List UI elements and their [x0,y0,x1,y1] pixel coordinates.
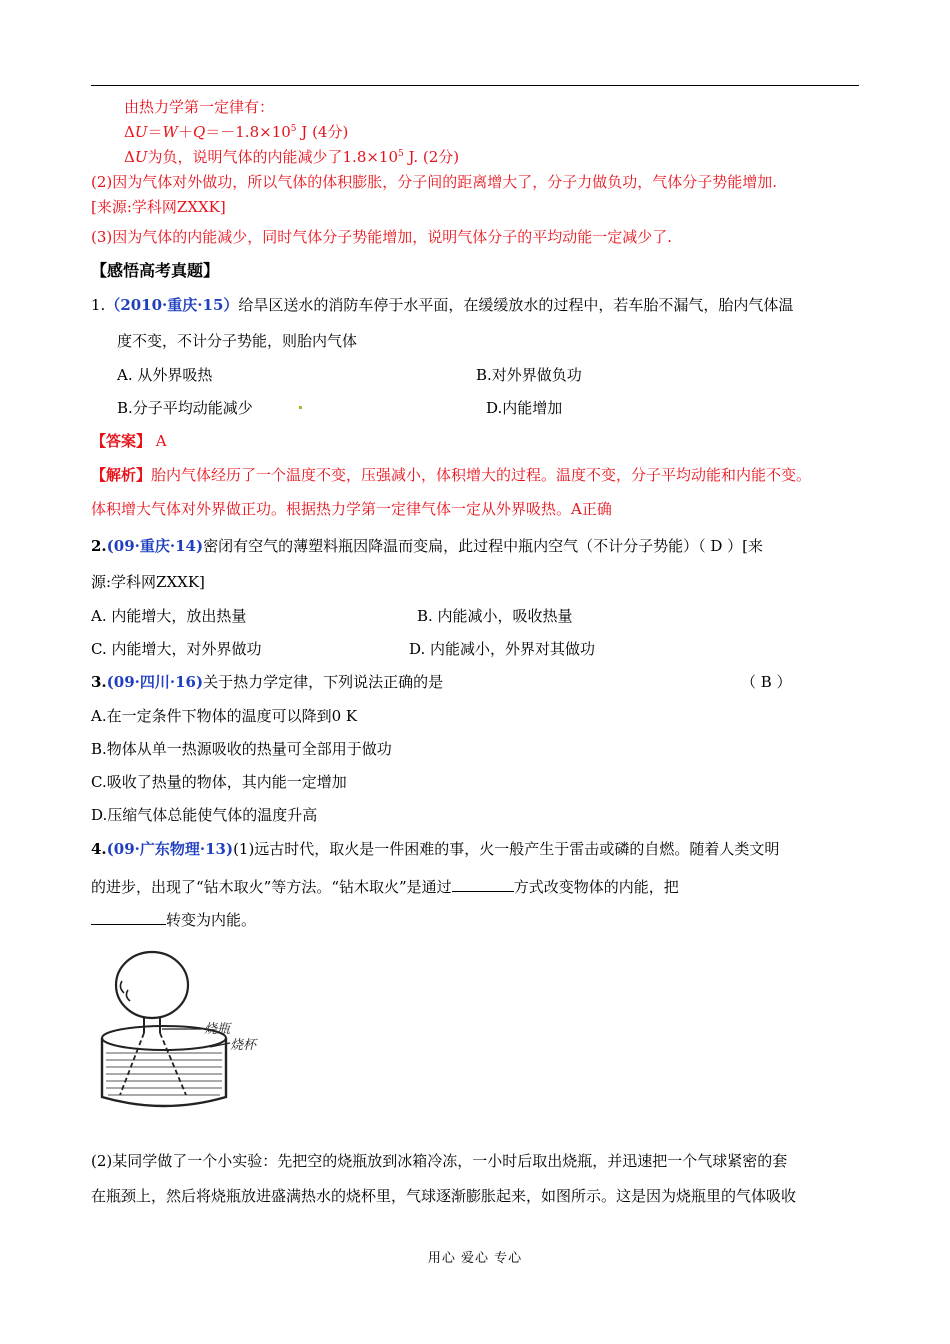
fill-blank-1 [452,876,514,892]
page-footer: 用心 爱心 专心 [427,1251,523,1266]
answer-part-3: (3)因为气体的内能减少，同时气体分子势能增加，说明气体分子的平均动能一定减少了. [91,228,673,246]
stray-mark [299,406,302,409]
answer-part-2-source: [来源:学科网ZXXK] [91,198,226,216]
q3-option-a: A.在一定条件下物体的温度可以降到0 K [91,707,358,725]
balloon-shape [116,952,188,1018]
q4-stem-cont: 的进步，出现了“钻木取火”等方法。“钻木取火”是通过 方式改变物体的内能，把 [91,878,679,896]
q1-option-a: A. 从外界吸热 [117,366,213,384]
q1-option-b: B.对外界做负功 [476,366,582,384]
q2-option-a: A. 内能增大，放出热量 [91,607,247,625]
q3-answer: （ B ） [741,673,792,691]
q4-part-2-cont: 在瓶颈上，然后将烧瓶放进盛满热水的烧杯里，气球逐渐膨胀起来，如图所示。这是因为烧瓶里的气体吸收 [91,1187,797,1205]
answer-part-2: (2)因为气体对外做功，所以气体的体积膨胀，分子间的距离增大了，分子力做负功，气体分子势能增加. [91,173,778,191]
q1-explanation: 【解析】胎内气体经历了一个温度不变，压强减小，体积增大的过程。温度不变，分子平均动能和内能不变。 [91,466,812,484]
q1-stem: 1.（2010·重庆·15）给旱区送水的消防车停于水平面，在缓缓放水的过程中，若车胎不漏气，胎内气体温 [91,296,794,314]
q2-option-c: C. 内能增大，对外界做功 [91,640,262,658]
answer-line-1: 由热力学第一定律有： [124,98,275,116]
q2-option-b: B. 内能减小，吸收热量 [417,607,573,625]
section-title: 【感悟高考真题】 [91,261,220,280]
q4-stem: 4.(09·广东物理·13)(1)远古时代，取火是一件困难的事，火一般产生于雷击或磷的自燃。随着人类文明 [91,840,780,858]
q3-option-d: D.压缩气体总能使气体的温度升高 [91,806,318,824]
header-rule [91,85,859,86]
flask-neck [144,1017,160,1033]
q1-explanation-cont: 体积增大气体对外界做正功。根据热力学第一定律气体一定从外界吸热。A正确 [91,500,612,518]
flask-balloon-figure [90,945,265,1115]
flask-body [120,1033,186,1095]
q3-stem: 3.(09·四川·16)关于热力学定律，下列说法正确的是 [91,673,444,691]
beaker-body [102,1038,226,1106]
q1-option-d: D.内能增加 [486,399,563,417]
q2-option-d: D. 内能减小，外界对其做功 [409,640,596,658]
q1-answer: 【答案】 A [91,432,167,450]
answer-line-3: ΔU为负，说明气体的内能减少了$1.8\times 10^5$ J. (2分) [124,148,460,166]
answer-line-2: $\Delta U=W+Q=-1.8\times 10^5$ J (4分) [124,123,349,141]
fill-blank-2 [91,909,166,925]
q2-stem-cont: 源:学科网ZXXK] [91,573,205,591]
q4-stem-end: 转变为内能。 [91,909,256,930]
q3-option-c: C.吸收了热量的物体，其内能一定增加 [91,773,347,791]
q2-stem: 2.(09·重庆·14)密闭有空气的薄塑料瓶因降温而变扁，此过程中瓶内空气（不计分子势能）（ D ）[来 [91,537,763,555]
q3-option-b: B.物体从单一热源吸收的热量可全部用于做功 [91,740,392,758]
label-beaker: 烧杯 [230,1038,257,1053]
label-flask: 烧瓶 [204,1022,231,1037]
q1-stem-cont: 度不变，不计分子势能，则胎内气体 [117,332,358,350]
q4-part-2: (2)某同学做了一个小实验：先把空的烧瓶放到冰箱冷冻，一小时后取出烧瓶，并迅速把一个气球紧密的套 [91,1152,788,1170]
q1-option-c: B.分子平均动能减少 [117,399,253,417]
